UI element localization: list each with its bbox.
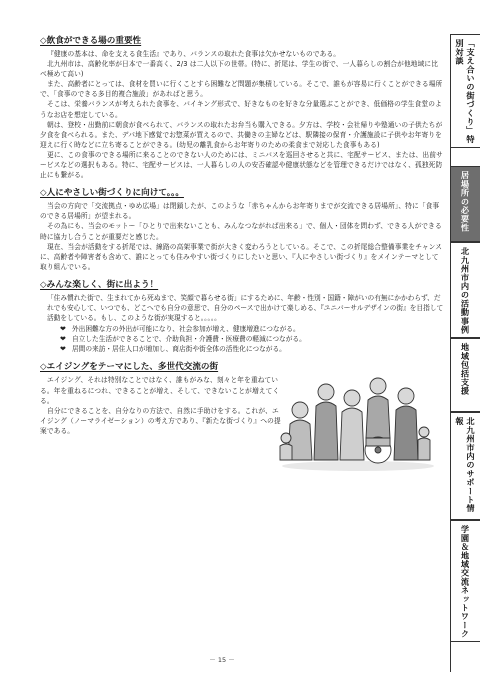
paragraph: その為にも、当会のモットー「ひとりで出来ないことも、みんなつながれば出来る」で、個人・団体を問わず、できる人ができる時に協力し合うことが重要だと感じた。 (40, 222, 442, 241)
sidebar-tab-network[interactable] (451, 520, 480, 642)
paragraph: また、高齢者にとっては、食材を買いに行くことすら困難など問題が集積している。そこで、誰もが容易に行くことができる場所で、「食事のできる多目的複合施設」があればと思う。 (40, 80, 443, 99)
section-dining (40, 36, 444, 180)
paragraph: 朝は、登校・出勤前に朝食が食べられて、バランスの取れたお弁当も購入できる。夕方は、学校・会社帰りや塾通いの子供たちが夕食を食べられる。また、デパ地下感覚でお惣菜が買えるので、共働きの主婦などは、駅隣接の保育・介護施設に子供やお年寄りを迎えに行く時などに立ち寄ることができる。(幼児の離乳食からお年寄りのための柔食まで対応した食事もある) (40, 120, 443, 149)
paragraph: 当会の方向で「交流拠点・ゆめ広場」は閉鎖したが、このような「赤ちゃんからお年寄りまでが交流できる居場所」、特に「食事のできる居場所」が望まれる。 (40, 202, 440, 221)
section-heading: ◇人にやさしい街づくりに向けて。。。 (40, 188, 184, 199)
section-sidebar (450, 34, 480, 672)
section-go-out (40, 280, 444, 355)
heart-icon: ❤ (60, 325, 66, 334)
section-kind-town (40, 188, 444, 272)
sidebar-tab-support-info[interactable] (451, 412, 480, 520)
paragraph: そこは、栄養バランスが考えられた食事を、バイキング形式で、好きなものを好きな分量選ぶことができ、低価格の学生食堂のようなお店を想定している。 (40, 100, 442, 119)
section-heading: ◇エイジングをテーマにした、多世代交流の街 (40, 362, 219, 373)
paragraph: エイジング、それは特別なことではなく、誰もがみな、刻々と年を重ねている。年を重ねるにつれ、できることが増え、そして、できないことが増えてくる。 (40, 376, 280, 405)
sidebar-tab-label: 北九州市内のサポート情報 (455, 417, 476, 513)
sidebar-tab-label: 北九州市内の活動事例 (460, 247, 471, 334)
paragraph: 現在、当会が活動をする折尾では、線路の高架事業で街が大きく変わろうとしている。そこで、この折尾総合整備事業をチャンスに、高齢者や障害者も含めて、誰にとっても住みやすい街づくりにしたいと思い、『人にやさしい街づくり』をメインテーマとして取り組んでいる。 (40, 242, 443, 271)
sidebar-tab-label: 居場所の必要性 (460, 171, 471, 232)
main-content (40, 36, 444, 444)
section-heading: ◇みんな楽しく、街に出よう！ (40, 279, 159, 290)
list-item-text: 外出困難な方の外出が可能になり、社会参加が増え、健康増進につながる。 (72, 325, 300, 334)
page-number: － 15 － (209, 656, 235, 664)
paragraph: 自分にできることを、自分なりの方法で、自然に手助けをする。これが、エイジング（ノーマライゼーション）の考え方であり、『新たな街づくり』への提案である。 (40, 406, 281, 435)
paragraph: 『健康の基本は、命を支える食生活』であり、バランスの取れた食事は欠かせないものである。 (47, 50, 341, 58)
list-item-text: 居間の来訪・居住人口が増加し、商店街や街全体の活性化につながる。 (72, 345, 286, 354)
list-item-text: 自立した生活ができることで、介助負担・介護費・医療費の軽減につながる。 (72, 335, 306, 344)
list-item (60, 334, 444, 344)
sidebar-tab-community-support[interactable] (451, 338, 480, 412)
list-item (60, 324, 444, 334)
sidebar-tab-label: 学園＆地域交流ネットワーク (460, 525, 471, 639)
sidebar-tab-label: 「支え合いの街づくり」特別対談 (455, 39, 476, 144)
quote-paragraph: 「住み慣れた街で、生まれてから死ぬまで、笑顔で暮らせる街」にするために、年齢・性別・国籍・障がいの有無にかかわらず、だれでも安心して、いつでも、どこへでも自分の意思で、自分のペースで出かけて楽しめる、『ユニバーサルデザインの街』を目指して活動をしている。もし、このような街が実現すると。。。。。 (47, 293, 444, 323)
heart-icon: ❤ (60, 345, 66, 354)
sidebar-tab-activity-cases[interactable] (451, 242, 480, 338)
sidebar-tab-ibasho[interactable] (451, 166, 480, 242)
sidebar-tab-special-talk[interactable] (451, 34, 480, 148)
section-heading: ◇飲食ができる場の重要性 (40, 36, 142, 46)
sidebar-tab-label: 地域包括支援 (460, 343, 471, 396)
heart-icon: ❤ (60, 335, 66, 344)
section-aging (40, 362, 444, 436)
list-item (60, 344, 444, 354)
paragraph: 北九州市は、高齢化率が日本で一番高く、2/3 は二人以下の世帯。(特に、折尾は、学生の街で、一人暮らしの割合が他地域に比べ極めて高い) (40, 60, 439, 79)
paragraph: 更に、この食事のできる場所に来ることのできない人のためには、ミニバスを巡回させると共に、宅配サービス、または、出前サービスなどの選択もある。特に、宅配サービスは、一人暮らしの人の安否確認や健康状態などを管理できるだけではなく、孤独死防止にも繋がる。 (40, 150, 443, 180)
bullet-list (40, 324, 444, 354)
family-illustration (278, 368, 438, 472)
